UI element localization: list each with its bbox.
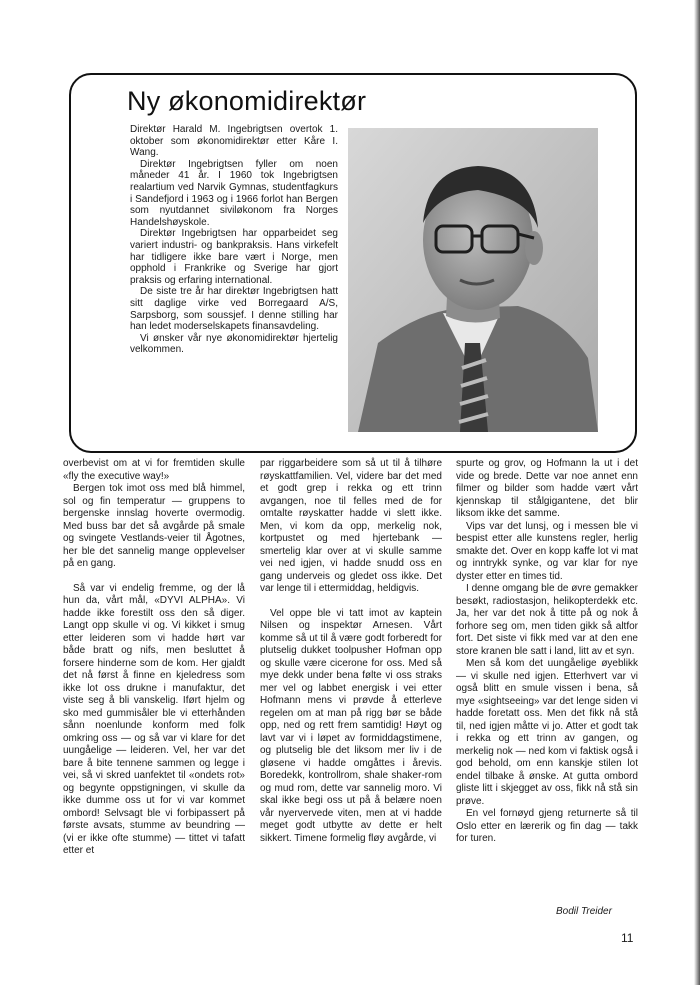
body-paragraph: par riggarbeidere som så ut til å tilhøre røyskattfamilien. Vel, videre bar det med et godt grep i rekka og ett trinn avgangen, noe til felles med de for omtalte røyskatter hadde vi slett ikke. Men, vi kom da opp, merkelig nok, kortpustet og med hjertebank — smertelig klar over at vi skulle samme vei ned igjen, vi hadde snudd oss en gang underveis og gledet oss ikke. Det var lenge til i ettermiddag, heldigvis. <box>260 458 442 594</box>
body-paragraph: Bergen tok imot oss med blå himmel, sol og fin temperatur — gruppens to bergenske innslag hoverte overmodig. Med buss bar det så avgårde på smale og svingete Vestlands-veier til Ågotnes, her ble det sannelig mange opplevelser på en gang. <box>63 483 245 569</box>
page-number: 11 <box>621 931 634 945</box>
body-paragraph: Så var vi endelig fremme, og der lå hun da, vårt mål, «DYVI ALPHA». Vi hadde ikke forestilt oss den så diger. Langt opp skulle vi og. Vi kikket i smug etter leideren som vi hadde hørt var både bratt og nifs, men besluttet å forsere hinderne som de kom. Her gjaldt det nå først å finne en kjeledress som ikke lot oss drukne i manufaktur, det viste seg å bli vanskelig. Iført hjelm og sko med gummisåler ble vi etterhånden sånn noenlunde konform med folk omkring oss — og så var vi klare for det uungåelige — leideren. Vel, her var det bare å bite tennene sammen og legge i vei, så vi skred uanfektet til «ondets rot» og begynte oppstigningen, vi skulle da ikke dumme oss ut for vi var kommet ombord! Selvsagt ble vi forbipassert på første avsats, stumme av beundring — (vi er ikke ofte stumme) — tittet vi tafatt etter et <box>63 582 245 856</box>
intro-paragraph: Direktør Harald M. Ingebrigtsen overtok 1. oktober som økonomidirektør etter Kåre I. Wang. <box>130 124 338 159</box>
article-title: Ny økonomidirektør <box>127 86 367 116</box>
body-paragraph: I denne omgang ble de øvre gemakker besøkt, radiostasjon, helikopterdekk etc. Ja, her var det nok å titte på og nok å forhore seg om, men tiden gikk så altfor fort. Det siste vi fikk med var at den ene store kranen ble satt i land, litt av et syn. <box>456 583 638 657</box>
intro-paragraph: De siste tre år har direktør Ingebrigtsen hatt sitt daglige virke ved Borregaard A/S, Sarpsborg, som soussjef. I denne stilling har han ledet moderselskapets finansavdeling. <box>130 286 338 333</box>
article-column-2 <box>260 458 442 845</box>
article-column-1 <box>63 458 245 858</box>
body-paragraph: Vel oppe ble vi tatt imot av kaptein Nilsen og inspektør Arnesen. Vårt komme så ut til å være godt forberedt for plutselig dukket toolpusher Hofman opp og skulle være cicerone for oss. Med så mye dekk under bena følte vi oss straks mer vel og labbet energisk i vei etter Hofmann mens vi prøvde å etterleve regelen om at man på rigg bør se både opp, ned og rett frem samtidig! Høyt og lavt var vi i løpet av formiddagstimene, og plutselig ble det liksom mer liv i de gløsene vi hadde omgåttes i årevis. Boredekk, kontrollrom, shale shaker-rom og mud rom, dette var sannelig moro. Vi skal ikke begi oss ut på å belære noen vår nyervervede viten, men at vi hadde meget godt utbytte av dette er helt sikkert. Timene formelig fløy avgårde, vi <box>260 607 442 844</box>
intro-paragraph: Direktør Ingebrigtsen har opparbeidet seg variert industri- og bankpraksis. Hans virkefelt har tidligere ikke bare vært i Norge, men opphold i Frankrike og Sverige har gjort praksis og erfaring international. <box>130 228 338 286</box>
body-paragraph: En vel fornøyd gjeng returnerte så til Oslo etter en lærerik og fin dag — takk for turen. <box>456 808 638 844</box>
intro-paragraph: Vi ønsker vår nye økonomidirektør hjertelig velkommen. <box>130 332 338 356</box>
intro-paragraph: Direktør Ingebrigtsen fyller om noen måneder 41 år. I 1960 tok Ingebrigtsen realartium ved Narvik Gymnas, studentfagkurs i Sandefjord i 1963 og i 1966 forlot han Bergen som nyutdannet siviløkonom fra Norges Handelshøyskole. <box>130 158 338 228</box>
body-paragraph: overbevist om at vi for fremtiden skulle «fly the executive way!» <box>63 458 245 482</box>
article-intro <box>130 124 338 356</box>
author-signature: Bodil Treider <box>556 906 612 917</box>
body-paragraph: Men så kom det uungåelige øyeblikk — vi skulle ned igjen. Etterhvert var vi også blitt en smule vissen i bena, så mye «sightseeing» var det lenge siden vi hadde foretatt oss. Men det fikk nå stå til, ned igjen måtte vi jo. Atter et godt tak i rekka og ett trinn av gangen, og merkelig nok — ned kom vi faktisk også i god behold, om enn kanskje stilen lot endel tilbake å ønske. At gutta ombord gliste litt i skjegget av oss, fikk nå stå sin prøve. <box>456 658 638 807</box>
portrait-photo-icon <box>348 128 598 432</box>
body-paragraph: spurte og grov, og Hofmann la ut i det vide og brede. Dette var noe annet enn filmer og bilder som hadde vært vårt kjennskap til stålgigantene, det blir liksom ikke det samme. <box>456 458 638 519</box>
article-column-3 <box>456 458 638 846</box>
page-edge-shadow <box>694 0 700 985</box>
body-paragraph: Vips var det lunsj, og i messen ble vi bespist etter alle kunstens regler, herlig smakte det. Over en kopp kaffe lot vi mat og inntrykk synke, og var klar for nye dyster etter en times tid. <box>456 520 638 582</box>
